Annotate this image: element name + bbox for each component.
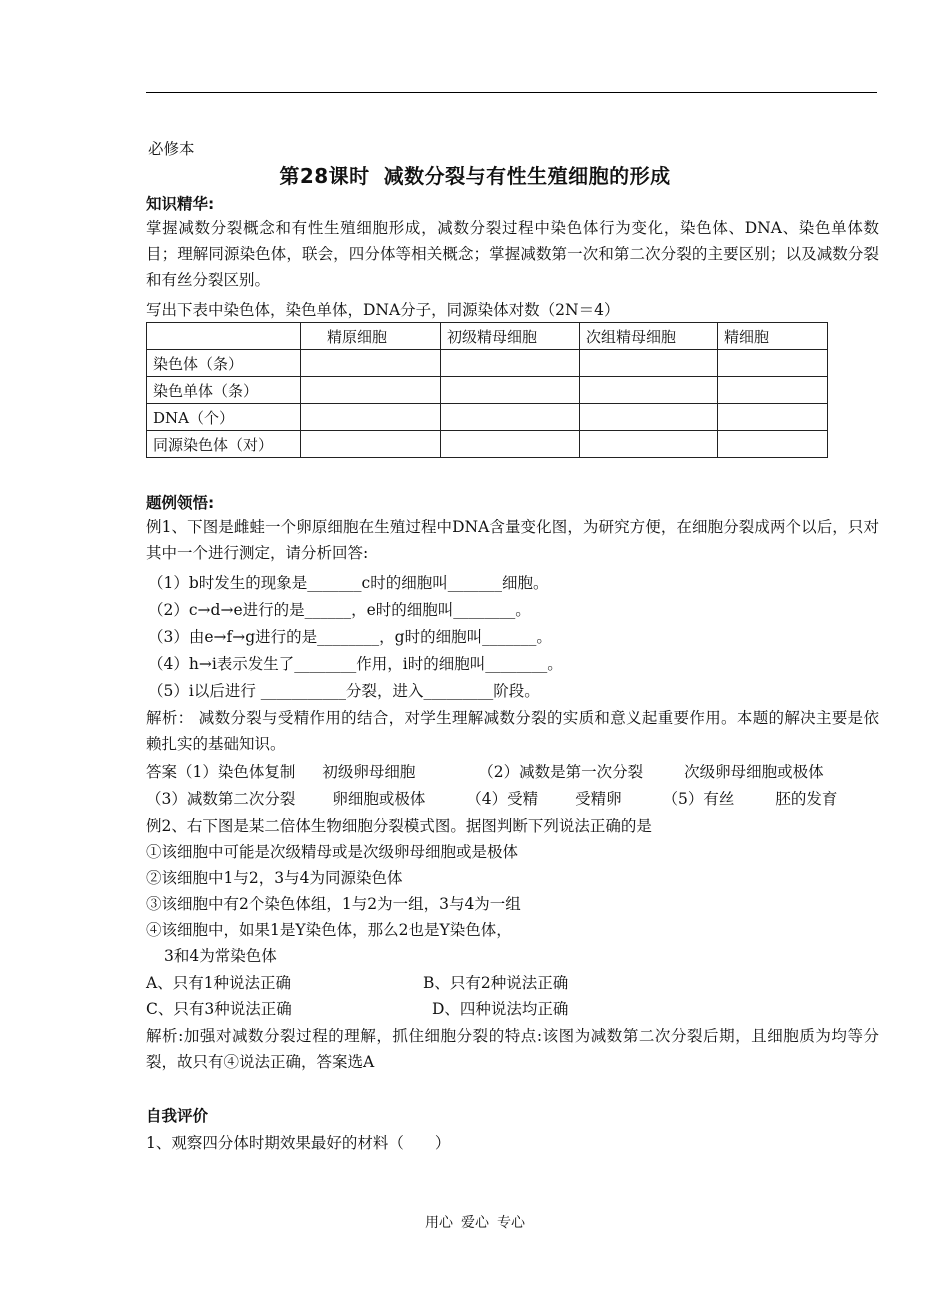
- answer-part: （3）减数第二次分裂: [146, 790, 296, 808]
- table-cell: [580, 350, 718, 377]
- table-cell: [718, 404, 828, 431]
- example2-analysis: 解析:加强对减数分裂过程的理解，抓住细胞分裂的特点:该图为减数第二次分裂后期，且细胞质为均等分裂，故只有④说法正确，答案选A: [146, 1027, 879, 1071]
- example2-statement-3: ③该细胞中有2个染色体组，1与2为一组，3与4为一组: [146, 895, 521, 913]
- example2-statement-2: ②该细胞中1与2，3与4为同源染色体: [146, 869, 403, 887]
- self-eval-question-1: 1、观察四分体时期效果最好的材料（ ）: [146, 1134, 451, 1152]
- example2-option-b: B、只有2种说法正确: [423, 974, 569, 992]
- table-row: [147, 431, 828, 458]
- table-row: [147, 404, 828, 431]
- table-cell: [580, 377, 718, 404]
- table-row-label: 染色体（条）: [147, 350, 301, 377]
- answer-part: 胚的发育: [775, 790, 838, 808]
- answer-part: （5）有丝: [662, 790, 735, 808]
- example2-option-a: A、只有1种说法正确: [146, 974, 292, 992]
- essence-paragraph: 掌握减数分裂概念和有性生殖细胞形成，减数分裂过程中染色体行为变化，染色体、DNA、染色单体数目；理解同源染色体，联会，四分体等相关概念；掌握减数第一次和第二次分裂的主要区别；以及减数分裂和有丝分裂区别。: [146, 219, 879, 289]
- page-footer: [0, 1212, 950, 1232]
- table-cell: [441, 350, 580, 377]
- example2-statement-4a: ④该细胞中，如果1是Y染色体，那么2也是Y染色体，: [146, 921, 512, 939]
- essence-heading: 知识精华:: [146, 195, 215, 213]
- table-header-cell: 精细胞: [718, 323, 828, 350]
- lesson-number: 第28课时: [279, 164, 370, 188]
- answer-part: 初级卵母细胞: [322, 763, 416, 781]
- answer-part: 答案（1）染色体复制: [146, 763, 296, 781]
- example1-question-4: （4）h→i表示发生了________作用，i时的细胞叫________。: [148, 655, 563, 673]
- footer-word: 爱心: [461, 1215, 489, 1231]
- chromosome-table: [146, 322, 828, 458]
- table-cell: [718, 350, 828, 377]
- table-cell: [718, 377, 828, 404]
- table-header-row: [147, 323, 828, 350]
- table-cell: [441, 404, 580, 431]
- example1-answer-line2: [146, 787, 837, 809]
- table-header-cell: [147, 323, 301, 350]
- page-title: [0, 160, 950, 189]
- answer-part: 受精卵: [575, 790, 622, 808]
- example2-statement-1: ①该细胞中可能是次级精母或是次级卵母细胞或是极体: [146, 843, 519, 861]
- table-row: [147, 377, 828, 404]
- table-cell: [441, 431, 580, 458]
- example1-question-3: （3）由e→f→g进行的是________，g时的细胞叫_______。: [148, 628, 552, 646]
- header-rule: [146, 92, 877, 93]
- table-cell: [718, 431, 828, 458]
- table-header-cell: 精原细胞: [301, 323, 441, 350]
- table-cell: [580, 431, 718, 458]
- example1-answer-line1: [146, 760, 824, 782]
- answer-part: 次级卵母细胞或极体: [684, 763, 824, 781]
- self-eval-heading: 自我评价: [146, 1107, 209, 1125]
- table-cell: [301, 431, 441, 458]
- table-cell: [301, 350, 441, 377]
- table-header-cell: 初级精母细胞: [441, 323, 580, 350]
- example2-option-c: C、只有3种说法正确: [146, 1000, 292, 1018]
- table-row-label: DNA（个）: [147, 404, 301, 431]
- answer-part: 卵细胞或极体: [332, 790, 426, 808]
- table-cell: [580, 404, 718, 431]
- example1-question-5: （5）i以后进行 ___________分裂，进入_________阶段。: [148, 682, 540, 700]
- example1-intro: 例1、下图是雌蛙一个卵原细胞在生殖过程中DNA含量变化图，为研究方便，在细胞分裂成两个以后，只对其中一个进行测定，请分析回答:: [146, 518, 879, 562]
- example1-question-2: （2）c→d→e进行的是______，e时的细胞叫________。: [148, 601, 531, 619]
- example2-statement-4b: 3和4为常染色体: [164, 947, 277, 965]
- table-cell: [441, 377, 580, 404]
- table-row-label: 染色单体（条）: [147, 377, 301, 404]
- table-intro: 写出下表中染色体，染色单体，DNA分子，同源染体对数（2N＝4）: [146, 301, 620, 319]
- answer-part: （2）减数是第一次分裂: [478, 763, 644, 781]
- examples-heading: 题例领悟:: [146, 494, 215, 512]
- book-label: 必修本: [148, 140, 195, 158]
- footer-word: 专心: [497, 1215, 525, 1231]
- example1-question-1: （1）b时发生的现象是_______c时的细胞叫_______细胞。: [148, 574, 549, 592]
- example2-option-d: D、四种说法均正确: [432, 1000, 569, 1018]
- table-cell: [301, 377, 441, 404]
- answer-part: （4）受精: [466, 790, 539, 808]
- table-cell: [301, 404, 441, 431]
- example1-analysis: 解析： 减数分裂与受精作用的结合，对学生理解减数分裂的实质和意义起重要作用。本题的解决主要是依赖扎实的基础知识。: [146, 709, 879, 753]
- footer-word: 用心: [425, 1215, 453, 1231]
- example2-intro: 例2、右下图是某二倍体生物细胞分裂模式图。据图判断下列说法正确的是: [146, 817, 652, 835]
- table-row: [147, 350, 828, 377]
- table-row-label: 同源染色体（对）: [147, 431, 301, 458]
- lesson-topic: 减数分裂与有性生殖细胞的形成: [383, 164, 671, 188]
- table-header-cell: 次组精母细胞: [580, 323, 718, 350]
